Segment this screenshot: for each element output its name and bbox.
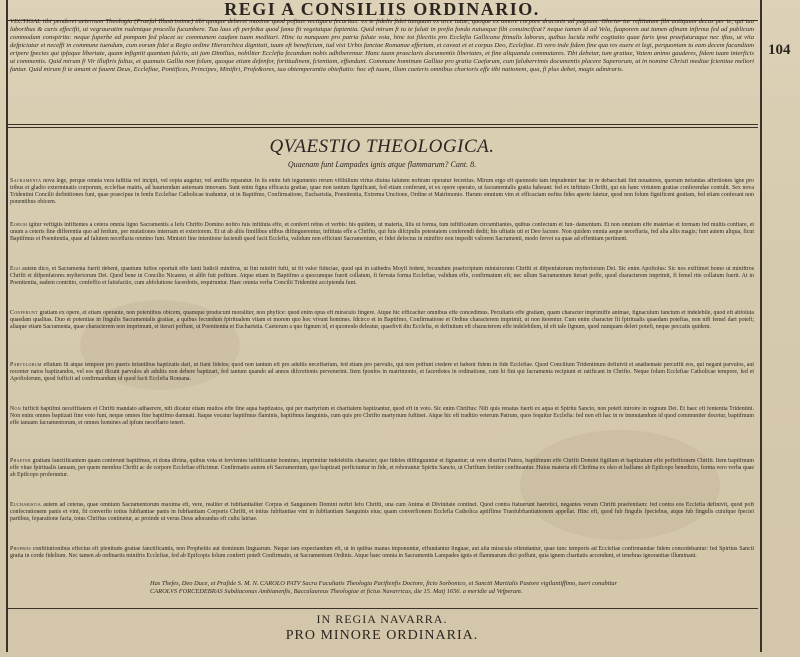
paragraph-ego <box>10 266 754 306</box>
footer-dedication: PRO MINORE ORDINARIA. <box>285 628 479 643</box>
theses-line-2: CAROLVS FORCEDEBRAS Subdiaconus Ambianenfis, Baccalaureus Theologiae et ficius Navarricus, die 15. Maij 1656. a meridie ad Vefperam. <box>150 588 523 595</box>
paragraph-lead: Eorum <box>10 222 28 228</box>
paragraph-lead: Propriis <box>10 546 32 552</box>
theses-statement <box>150 580 670 596</box>
paragraph-lead: Eucharistia <box>10 502 42 508</box>
paragraph-eucharistia <box>10 502 754 542</box>
paragraph-lead: Conferunt <box>10 310 38 316</box>
header-title: REGI A CONSILIIS ORDINARIO. <box>224 0 540 19</box>
paragraph-propriis <box>10 546 754 579</box>
paragraph-lead: Sacramenta <box>10 178 42 184</box>
question-subtitle: Quaenam funt Lampades ignis atque flammarum? Cant. 8. <box>287 160 477 169</box>
paragraph-body: conftitutionibus effectus eft plenitudo gratiae fanctificantis, non Prophetiis aut dominum linguarum. Neque iam expectandum eft, ut in quibus manus imponuntur, effundantur linguae, aut alia miracula oftendantur, quae tunc temporis ad Ecclefiae confirmandae fidem concedebantur: fed Spiritus Sancti gratia in corde fidelium. Nec tamen ab ordinariis minifris Ecclefiae, fed ab Epifcopis folum conferri poteft Confirmatio, ut Sacramentum Ordinis. Atque haec omnia in Sacramentis Lampades ignis et flammarum dici poffunt, quia ignem charitatis accendunt, et tenebras ignorantiae illuminant. <box>10 546 754 560</box>
paragraph-body: effatum fit atque tempore pro pueris infantibus baptizatis dari, ut fiant fideles; quod non tantum eft pro adultis neceffarium, fed etiam pro parvulis, qui non poffunt credere et habent fidem in fide Ecclefiae. Quod Concilium Tridentinum definivit et anathemate percuffit eos, qui negant parvulos, aut recenter natos baptizandos, vel eos qui dicunt parvulos ab adultis non debere baptizari, fed tantum quando ad annos difcretionis pervenerint. Item fponfos in matrimonio, et facerdotes in ordinatione, cum hi fint qui facramenta recipiunt et ratificant in Chrifto. Neque folum Ecclefiae Catholicae tempore, fed et Apoftolorum, quod fufficit ad confirmandum id quod facit Ecclefia Romana. <box>10 362 754 383</box>
paragraph-lead: Ego <box>10 266 21 272</box>
paragraph-praeter <box>10 458 754 498</box>
paragraph-lead: Non <box>10 406 21 412</box>
paragraph-body: autem ad ceteras, quae omnium Sacramentorum maxima eft, vere, realiter et fubftantialiter Corpus et Sanguinem Domini noftri Iefu Chrifti, una cum Anima et Divinitate continet. Quod contra ftatuerunt haeretici, negantes veram Chrifti praefentiam: fed contra eos Ecclefia definivit, quod poft confecrationem panis et vini, fit converfio totius fubftantiae panis in fubftantiam Corporis Chrifti, et totius fubftantiae vini in fubftantiam Sanguinis eius; quam converfionem Ecclefia Catholica aptiffime Tranfubftantiationem appellat. Hinc eft, quod fub fingulis fpeciebus, atque fub fingulis cuiufque fpeciei partibus, feparatione facta, totus Chriftus continetur, ac proinde ut verus Deus adorandus eft cultu latriae. <box>10 502 754 523</box>
page-number: 104 <box>768 42 791 58</box>
dedication-text: VECTIGAL tibi penderet aeternum Theologia (Praeful Illustrissime) tibi quoque deberet maxime quod pofitas vectigaru fecuritas: ex te fidelis fidei tanquam ex arce tutae, quoque ex amore corpore draconis ad pugnam. Gloria- tur reftitutum fibi antiquum decus per te, qui tua laboribus & curis effecifti, ut vegrauratim rudentque procella fucumbere. Tua laus eft perfe&a quod fama fit vegetatque fapientia. Quid mirum fi tu te faluti in prefia fonda nutuoque fibi conuincifcat? neque tamen id ad Vela, fuaporem aut tamen afinam infirma fed ad publicum commodum conspiritu: neque fuperbe ad pompam fed placet ac communem caufam tuam meditari. Hinc tu nunquam pro patria falute vota, hinc tot filecitis pro Ecclefia Gallicana ftimulis laboras, quibus lucida mihi cogitatio quae faris ipsa praefuturaque nec iftas, ut vita defpiciatur et neceffi in commune tuendum, cum eorum fidei a Regio ordine Hierarchica dignitati, tuum eft beneficium, tud vixi Urbis fanctae Romanae effertum, et caveat et et corpus Deo, Ecclefiae. Et vero inde fidem fine qua res euere et legi, perquoniam tu eam decem facundiam eripere fpecies qui ipfaque libertate, quam infigniit quantum fulciis, uti jam Dimilius, nobiliter Ecclefia fecundum nobis adhiberemur. Hanc tuam praeclaris documentis libertates, et fine aliquanda commutares. Tibi debetur, tum gratiae, Vatem animo gauderes, fidem tuam interficis ut commentis. Quid mirum fi Vir illuftris faltus, et quamuis Gallia non folum, quoque etiam defenfor, fortitudinem, fcientiam, effundunt. Commune hominum Galliae pro gratia Caefarum, cum faluberrimis documentis placere Superorum, ut in nomine Christi mediae fcientiae meliori fantur. Quid mirum fi te amant et fauent Deus, Ecclefiae, Pontifices, Principes, Miniftri, Profe&ores, tua obtemperantia obteftatio: hoc eft tuum, illum caeteris omnibus charioris effe tibi nationem, qua, fi plus debet, magis admiraris. <box>10 18 754 74</box>
footer-rule <box>8 608 758 609</box>
paragraph-body: autem dico, et Sacramenta fuerit debent, quantum fuftos oportuit effe fanti Iudicii minifros, ut fint minifri fufti, ut fit valor fiduciae, quod qui in cathedra Moyfi fedent, fecundum praefcriptum ministrorum Chrifti et difpenfatorum myfteriorum Dei. Sic enim Apoftolus: Sic nos exiftimet homo ut miniftros Chrifti et difpenfatores myfteriorum Dei. Quod bene in Concilio Nicaeno, et alibi fuit pofitum. Atque etiam in Baptifmo a quocumque fuerit collatum, fi fervata forma Ecclefiae, validum effe, confirmatum eft; nec ullum Sacramentum iterari poffe, quod characterem imprimit, fi femel rite collatum fuerit. At in Poenitentia, eadem contritio, confeffio et fatisfactio, cum abfolutione facerdotis, requiruntur. Haec omnia verba Concilii Tridentini accipienda funt. <box>10 266 754 287</box>
footer-location: IN REGIA NAVARRA. <box>316 612 448 626</box>
paragraph-body: igitur veftigiis infiftentes a cetera omnia ligno Sacramentis a Iefu Chrifto Domino noftro fuis inftituta effe, et conferri rebus et verbis: his quidem, ut materia, illis ut forma, tum iuftificatum circumftantes, quibus confectum et fun- damentum. Et non omnium effe materiae et formam fed multis conftare, et unum a ceteris fine differentia quo ad fenfum, per mutationes internam et exteriorem. Et ut ab aliis fimilibus ufibus diftinguerentur, inftituta effe a Chrifto, qui fuis difcipulis potestatem conferendi dedit; his ufitatis uti et Deo facrare. Non quidem omnia aeque neceffaria, fed alia aliis magis; funt autem aliqua, ficut Baptifmus et Poenitentia, quae ad falutem neceffaria omnino funt. Ministri fine intentione faciendi quod facit Ecclefia, validum non efficiunt Sacramentum, et fidei defectus in miniftro non impedit valorem Sacramenti, modo fervet ea quae ad effentiam pertinent. <box>10 222 754 243</box>
section-rule-double <box>8 127 758 128</box>
paragraph-eorum <box>10 222 754 262</box>
paragraph-sacramenta <box>10 178 754 218</box>
question-title: QVAESTIO THEOLOGICA. <box>269 136 495 157</box>
section-rule <box>8 124 758 125</box>
paragraph-parvulorum <box>10 362 754 402</box>
theses-line-1: Has Thefes, Deo Duce, et Prafide S. M. N. CAROLO PATV Sacra Facultatis Theologia Parifienfis Doctore, ficio Sorbonico, et Sanctii Martialis Pastore vigilantiffimo, tueri conabitur <box>150 580 617 587</box>
paragraph-non <box>10 406 754 454</box>
paragraph-body: gratiam ex opere, et etiam operante, non potentibus obicem, quamque producunt moraliter, non phyfice: quod enim opus eft miraculo fingere. Atque hic efficaciter omnibus effe concedimus. Peculiaris effe gratiam, quam character imprimiffe animae, fignaculum fanctum et indelebile, quod eft abfoluta quaedam qualitas. Duo et potentiae in fingulis Sacramentalis gratiae, a quibus fecundum fpiritualem vitam et morem quo hoc vivunt homines. Idcirco et in Baptifmo, Confirmatione et Ordine characterem imprimit, ut non iterentur. Cum enim character fit fpiritualis quaedam poteftas, non nifi femel dari poteft; aliaque etiam Sacramenta, quae characterem non imprimunt, et iterari poffunt, ut Poenitentia et Eucharistia. Caeterum a quo fignum id, et quomodo deleatur, quaefivit diu Ecclefia, et definitum eft characterem effe indelebilem, id eft tale fignum, quod nunquam deleri potefi, neque peccatis quidem. <box>10 310 754 331</box>
paragraph-body: fufficit baptifmi neceffitatem et Chrifti mandato adhaerere, nifi dicatur etiam multos effe fine aqua baptizatos, qui per martyrium et charitatem baptizantur, quod eft in voto. Sic enim Chriftus: Nifi quis renatus fuerit ex aqua et Spiritu Sancto, non poteft introire in regnum Dei. Et haec eft fententia Tridentini. Non enim omnes baptizati fine voto funt, neque omnes fine baptifmo damnati. Itaque vocatur baptifmus flaminis, baptifmus fanguinis, cum quis pro Chrifto martyrium fuftinet. Atque hic eft traditio veterum Patrum, quos fequitur Ecclefia: fed non eft hac in re immutandum id quod communiter docetur, baptifmum effe ianuam facramentorum, et omnes homines ad ipfum neceffario teneri. <box>10 406 754 427</box>
paragraph-body: gratiam fanctificantem quam conferunt baptifmus, et dona divina, quibus vota et fervientes iuftificantur homines, imprimitur indelebilis character, quo fideles diftinguuntur et fignantur; ut vere dixerint Patres, baptifmum effe Chrifti Domini figillum et baptizatum effe poffeffionem Chrifti. Item baptifmum effe vitae fpiritualis ianuam, per quem membra Chrifti ac de corpore Ecclefiae efficimur. Confirmatio autem eft Sacramentum, quo baptizati perficiuntur in fide, et roborantur Spiritu Sancto, ut Chriftum fortiter confiteantur. Huius materia eft Chrifma ex oleo et balfamo ab Epifcopo benedicto, forma vero verba quae ab Epifcopo proferuntur. <box>10 458 754 479</box>
paragraph-lead: Parvulorum <box>10 362 42 368</box>
paragraph-conferunt <box>10 310 754 358</box>
paragraph-lead: Praeter <box>10 458 31 464</box>
paragraph-body: nova lege, perque omnia vera iuftitia vel incipit, vel cepta augetur, vel amiffa reparatur. In iis enim fub tegumento rerum vifibilium virtus diuina falutem noftram operatur fecretius. Mirum ergo eft quomodo tam impudenter hac in re debacchati fint nouatores, quorum nefandas affertiones igne pro tribus et gladio exterminatis corporum, ecclefiae matris, ad hauriendam aeternam innovam. Sunt enim figna efficacia gratiae, quae non tantum fignificant, fed etiam conferunt, et ex opere operato, ut facramentalis gratia habeant: fed ex inftituto Chrifti, qui eis hanc virtutem gratiae conferendae contulit. Sex nova Tridentini Concilii definitiones funt, quae praecipue in fenfu Ecclefiae Catholicae traduntur, ut in Baptifmo, Confirmatione, Eucharistia, Poenitentia, Extrema Unctione, Ordine et Matrimonio. Harum omnium vim et efficaciam noftra fides aperte fatetur, quod non folum fignificent gratiam, fed etiam conferant non ponentibus obicem. <box>10 178 754 206</box>
